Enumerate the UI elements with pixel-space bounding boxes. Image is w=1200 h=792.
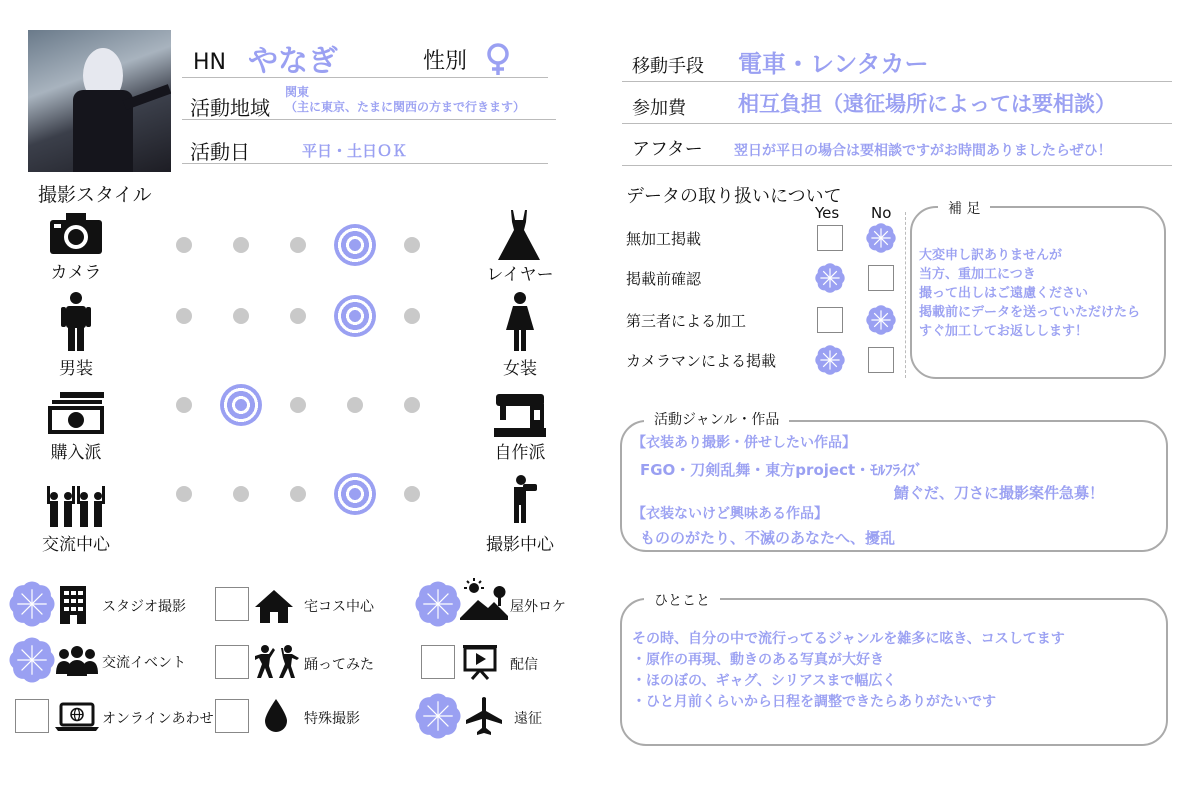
scale-dot[interactable] [404,397,420,413]
sewing-machine-icon [494,392,546,438]
style-left-label-4: 交流中心 [42,535,110,555]
scale-dot[interactable] [347,397,363,413]
scale-dot[interactable] [176,308,192,324]
scale-dot[interactable] [404,237,420,253]
comment-title: ひとこと [644,590,720,610]
option-checkbox[interactable] [215,699,249,733]
gender-label: 性別 [423,49,468,74]
data-no-checked[interactable] [866,223,896,257]
money-icon [46,390,106,436]
note-line: 当方、重加工につき [919,267,1036,282]
data-item-label: カメラマンによる掲載 [626,352,777,370]
data-handling-title: データの取り扱いについて [626,186,842,207]
option-label: 配信 [510,657,538,673]
fee-label: 参加費 [632,98,686,119]
option-checkbox[interactable] [215,587,249,621]
scale-dot[interactable] [404,486,420,502]
scale-dot[interactable] [233,308,249,324]
comment-line: ・原作の再現、動きのある写真が大好き [632,652,884,668]
option-checked-marker[interactable] [415,693,461,743]
data-item-label: 無加工掲載 [626,230,702,248]
transport-value: 電車・レンタカー [738,50,929,78]
option-checked-marker[interactable] [9,637,55,687]
data-yes-checkbox[interactable] [817,225,843,251]
data-yes-checked[interactable] [815,263,845,297]
genre-line-4: 【衣装ないけど興味ある作品】 [632,506,828,522]
hn-label: HN [193,50,226,75]
style-left-label-2: 男装 [59,359,93,379]
data-no-checkbox[interactable] [868,265,894,291]
scale-dot[interactable] [290,237,306,253]
option-label: オンラインあわせ [102,711,214,727]
presentation-icon [462,644,498,684]
genre-line-2: FGO・刀剣乱舞・東方project・ﾓﾙﾌﾗｲｽﾞ [640,461,923,479]
option-checked-marker[interactable] [9,581,55,631]
data-no-checked[interactable] [866,305,896,339]
scale-dot[interactable] [404,308,420,324]
dress-icon [496,208,542,262]
scale-dot[interactable] [290,397,306,413]
fee-value: 相互負担（遠征場所によっては要相談） [738,92,1116,116]
days-label: 活動日 [190,140,250,164]
option-label: 宅コス中心 [304,599,374,615]
area-label: 活動地域 [190,96,270,120]
area-value-region: 関東 [285,85,310,99]
female-icon [483,42,513,76]
note-text [919,246,1140,341]
dance-icon [255,644,299,684]
option-label: 特殊撮影 [304,711,360,727]
note-title: 補 足 [938,198,990,218]
area-value-detail: （主に東京、たまに関西の方まで行きます） [285,100,526,114]
option-checkbox[interactable] [215,645,249,679]
scale-dot[interactable] [290,486,306,502]
option-label: 踊ってみた [304,657,374,673]
scale-selected-marker[interactable] [220,384,262,426]
yes-column-label: Yes [815,204,840,222]
option-label: 屋外ロケ [510,599,566,615]
genre-line-5: もののがたり、不滅のあなたへ、擾乱 [640,529,896,547]
woman-icon [504,292,536,352]
after-label: アフター [632,139,703,160]
dh-divider [905,212,906,378]
option-label: 遠征 [514,711,542,727]
genre-line-1: 【衣装あり撮影・併せしたい作品】 [632,435,856,451]
scale-dot[interactable] [176,397,192,413]
comment-text [632,629,1065,713]
scale-dot[interactable] [233,486,249,502]
comment-line: ・ほのぼの、ギャグ、シリアスまで幅広く [632,673,897,689]
scale-selected-marker[interactable] [334,224,376,266]
option-label: 交流イベント [102,655,186,671]
days-value: 平日・土日ＯＫ [302,142,408,160]
man-icon [60,292,92,352]
option-checkbox[interactable] [421,645,455,679]
group-icon [54,646,100,680]
scale-dot[interactable] [233,237,249,253]
option-checked-marker[interactable] [415,581,461,631]
data-yes-checked[interactable] [815,345,845,379]
crowd-icon [46,484,106,528]
scale-selected-marker[interactable] [334,295,376,337]
style-right-label-3: 自作派 [494,443,546,463]
hn-value: やなぎ [248,44,338,79]
scale-dot[interactable] [290,308,306,324]
scale-dot[interactable] [176,486,192,502]
building-icon [58,584,88,628]
style-left-label-3: 購入派 [50,443,102,463]
house-icon [254,588,294,628]
style-right-label-4: 撮影中心 [486,535,554,555]
after-value: 翌日が平日の場合は要相談ですがお時間ありましたらぜひ！ [734,143,1112,159]
comment-line: ・ひと月前くらいから日程を調整できたらありがたいです [632,694,996,710]
no-column-label: No [871,204,892,222]
data-item-label: 掲載前確認 [626,270,702,288]
laptop-icon [54,702,100,736]
note-line: 掲載前にデータを送っていただけたら [919,305,1141,320]
style-right-label-1: レイヤー [486,265,554,285]
transport-label: 移動手段 [632,56,704,77]
photographer-icon [503,474,539,524]
comment-line: その時、自分の中で流行ってるジャンルを雑多に呟き、コスしてます [632,631,1065,647]
note-line: すぐ加工してお返しします！ [919,324,1089,339]
genre-title: 活動ジャンル・作品 [644,409,789,429]
style-title: 撮影スタイル [38,184,152,206]
landscape-icon [460,578,508,624]
style-right-label-2: 女装 [503,359,537,379]
style-left-label-1: カメラ [50,263,102,283]
note-line: 大変申し訳ありませんが [919,248,1063,263]
camera-icon [48,210,104,256]
data-no-checkbox[interactable] [868,347,894,373]
scale-selected-marker[interactable] [334,473,376,515]
profile-photo [28,30,171,172]
note-line: 撮って出しはご遠慮ください [919,286,1089,301]
scale-dot[interactable] [176,237,192,253]
data-item-label: 第三者による加工 [626,312,747,330]
option-label: スタジオ撮影 [102,599,186,615]
data-yes-checkbox[interactable] [817,307,843,333]
genre-line-3: 鯖ぐだ、刀さに撮影案件急募！ [894,484,1105,502]
airplane-icon [464,696,504,740]
option-checkbox[interactable] [15,699,49,733]
drop-icon [263,698,289,738]
